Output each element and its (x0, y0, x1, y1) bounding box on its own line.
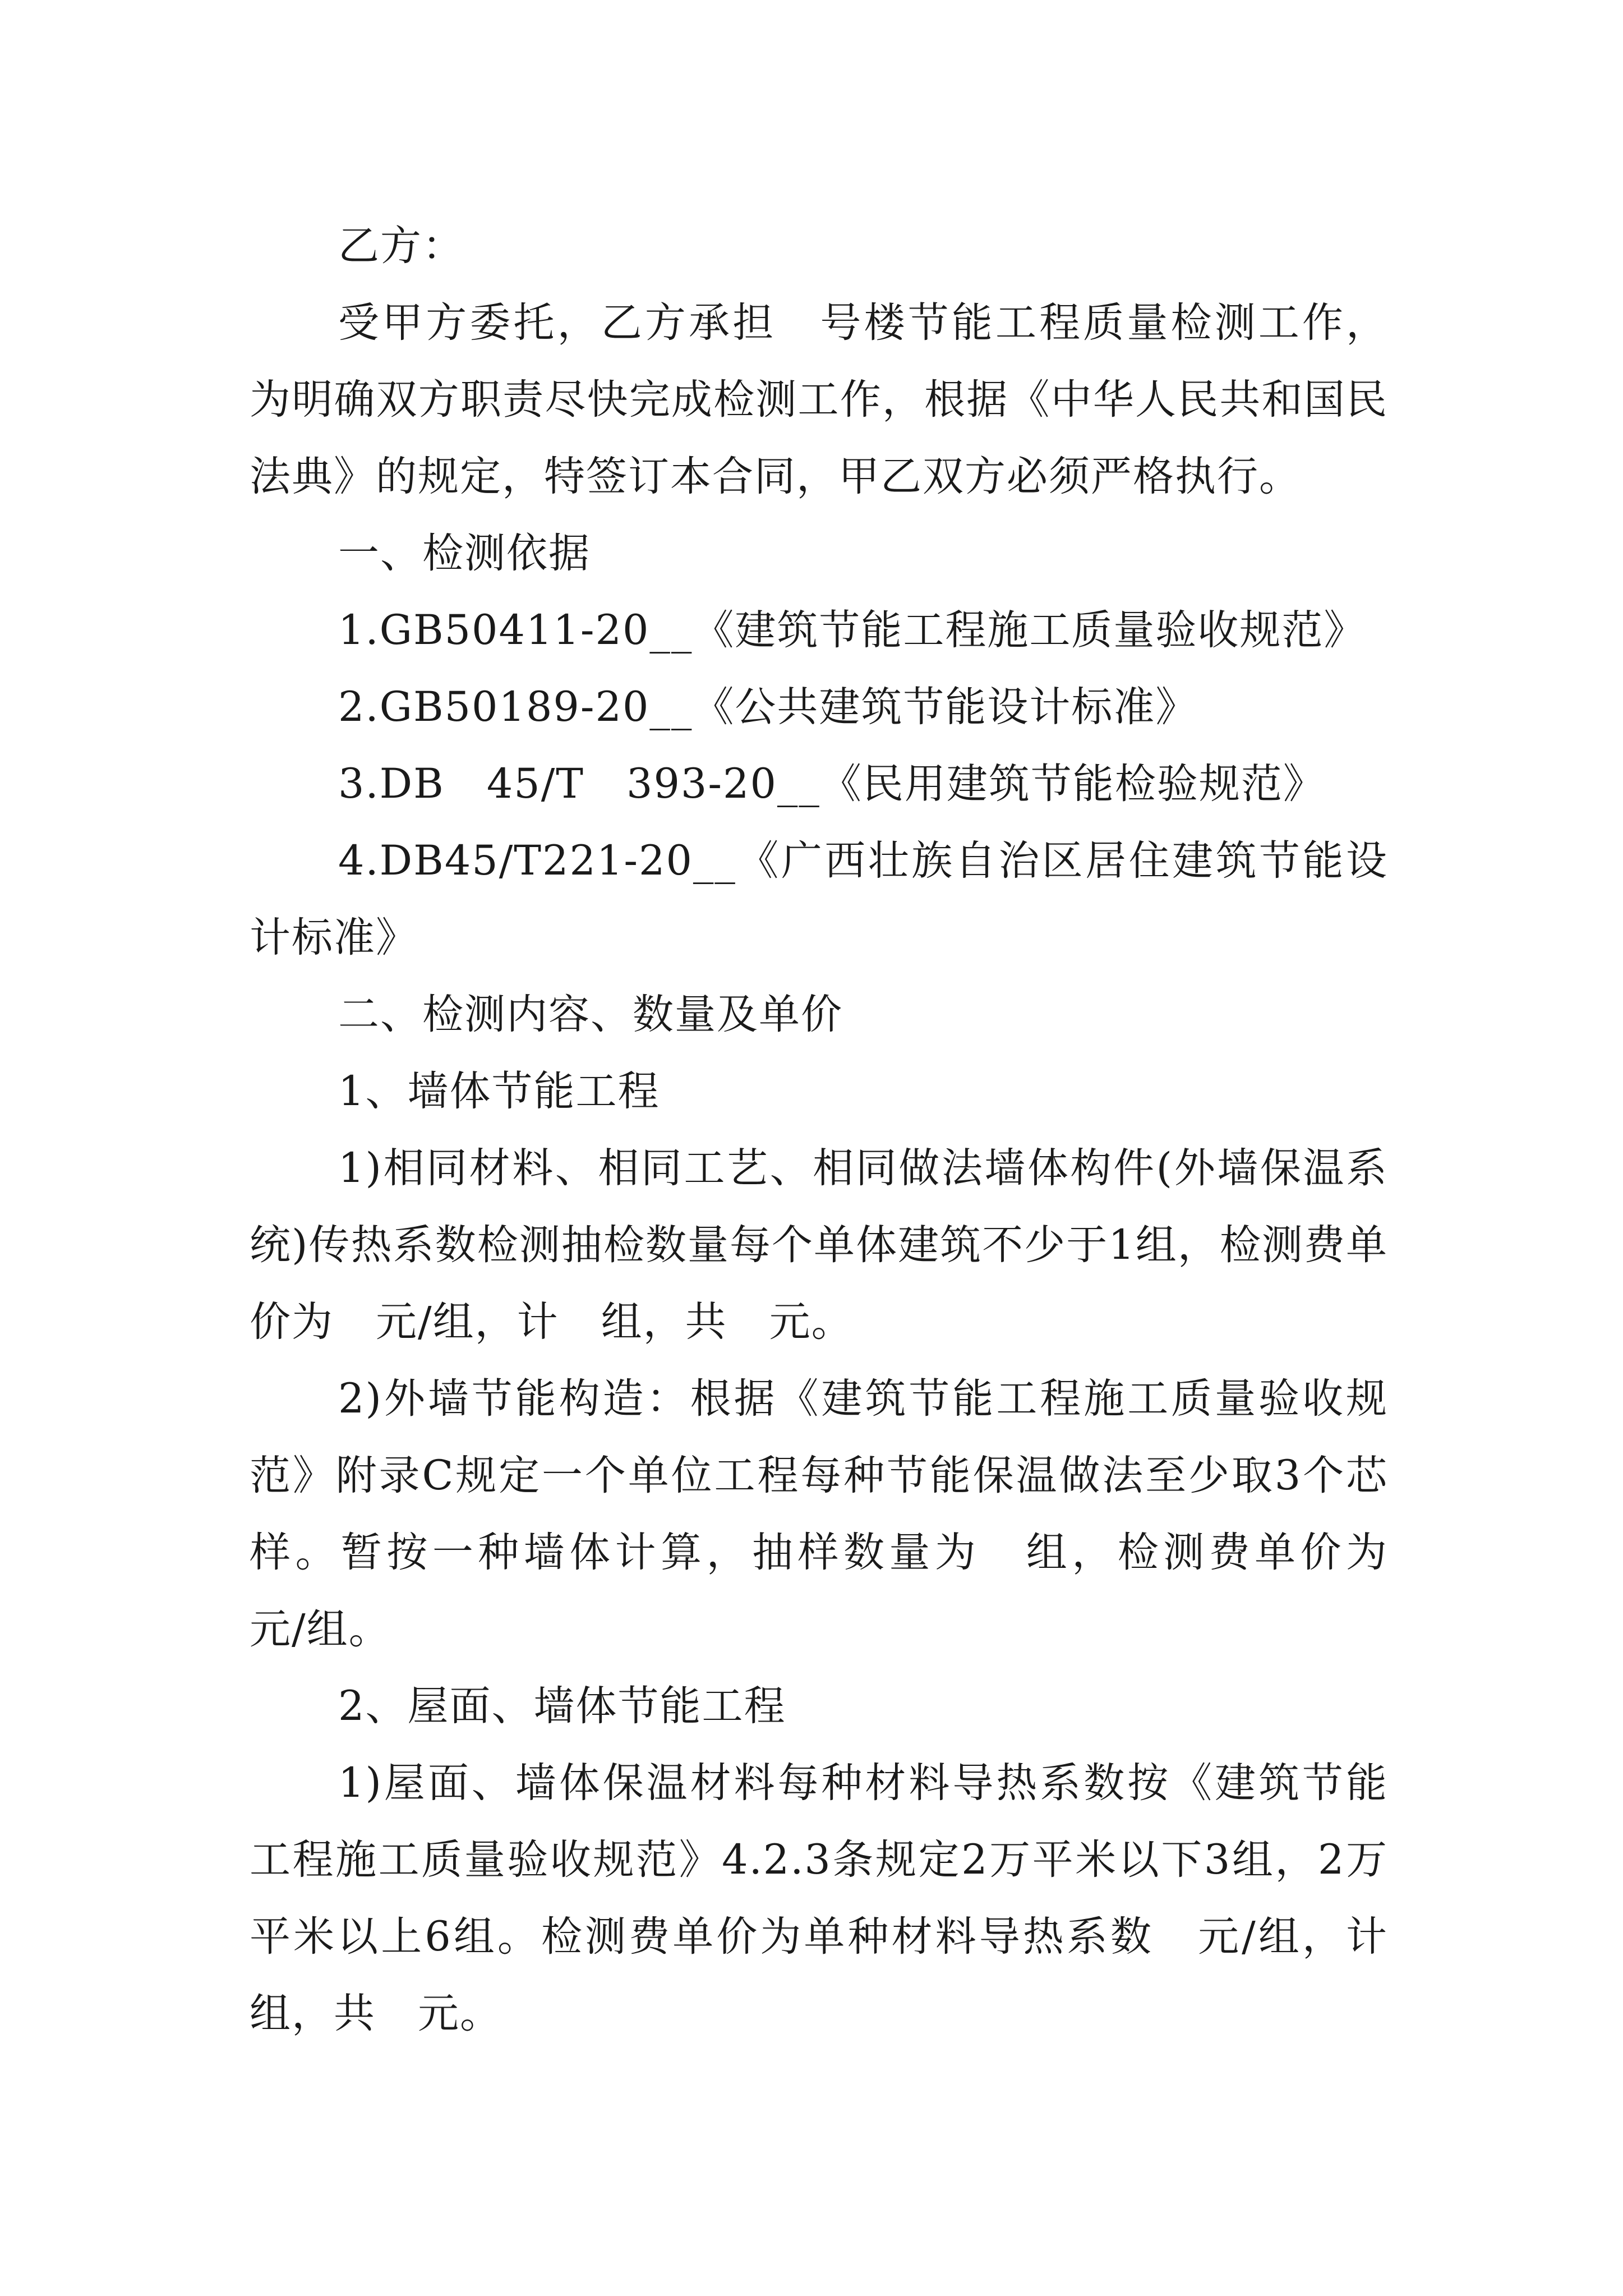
basis-item-2: 2.GB50189-20__《公共建筑节能设计标准》 (338, 683, 1198, 731)
roof-wall-item-1: 1)屋面、墙体保温材料每种材料导热系数按《建筑节能工程施工质量验收规范》4.2.3条规定2万平米以下3组，2万平米以上6组。检测费单价为单种材料导热系数 元/组，计 组，共 元。 (250, 1759, 1430, 2037)
party-b-label: 乙方： (338, 222, 464, 270)
subsection-heading-wall: 1、墙体节能工程 (338, 1068, 660, 1115)
wall-item-1: 1)相同材料、相同工艺、相同做法墙体构件(外墙保温系统)传热系数检测抽检数量每个单体建筑不少于1组，检测费单价为 元/组，计 组，共 元。 (250, 1144, 1388, 1346)
intro-paragraph: 受甲方委托，乙方承担 号楼节能工程质量检测工作，为明确双方职责尽快完成检测工作，根据《中华人民共和国民法典》的规定，特签订本合同，甲乙双方必须严格执行。 (250, 299, 1388, 500)
section-heading-content: 二、检测内容、数量及单价 (338, 991, 843, 1038)
document-body (250, 208, 1430, 2052)
basis-item-4: 4.DB45/T221-20__《广西壮族自治区居住建筑节能设计标准》 (250, 837, 1388, 961)
basis-item-3: 3.DB 45/T 393-20__《民用建筑节能检验规范》 (338, 760, 1325, 808)
basis-item-1: 1.GB50411-20__《建筑节能工程施工质量验收规范》 (338, 606, 1366, 654)
wall-item-2: 2)外墙节能构造：根据《建筑节能工程施工质量验收规范》附录C规定一个单位工程每种节能保温做法至少取3个芯样。暂按一种墙体计算，抽样数量为 组，检测费单价为 元/组。 (250, 1375, 1430, 1653)
subsection-heading-roof-wall: 2、屋面、墙体节能工程 (338, 1682, 786, 1730)
section-heading-basis: 一、检测依据 (338, 530, 591, 577)
